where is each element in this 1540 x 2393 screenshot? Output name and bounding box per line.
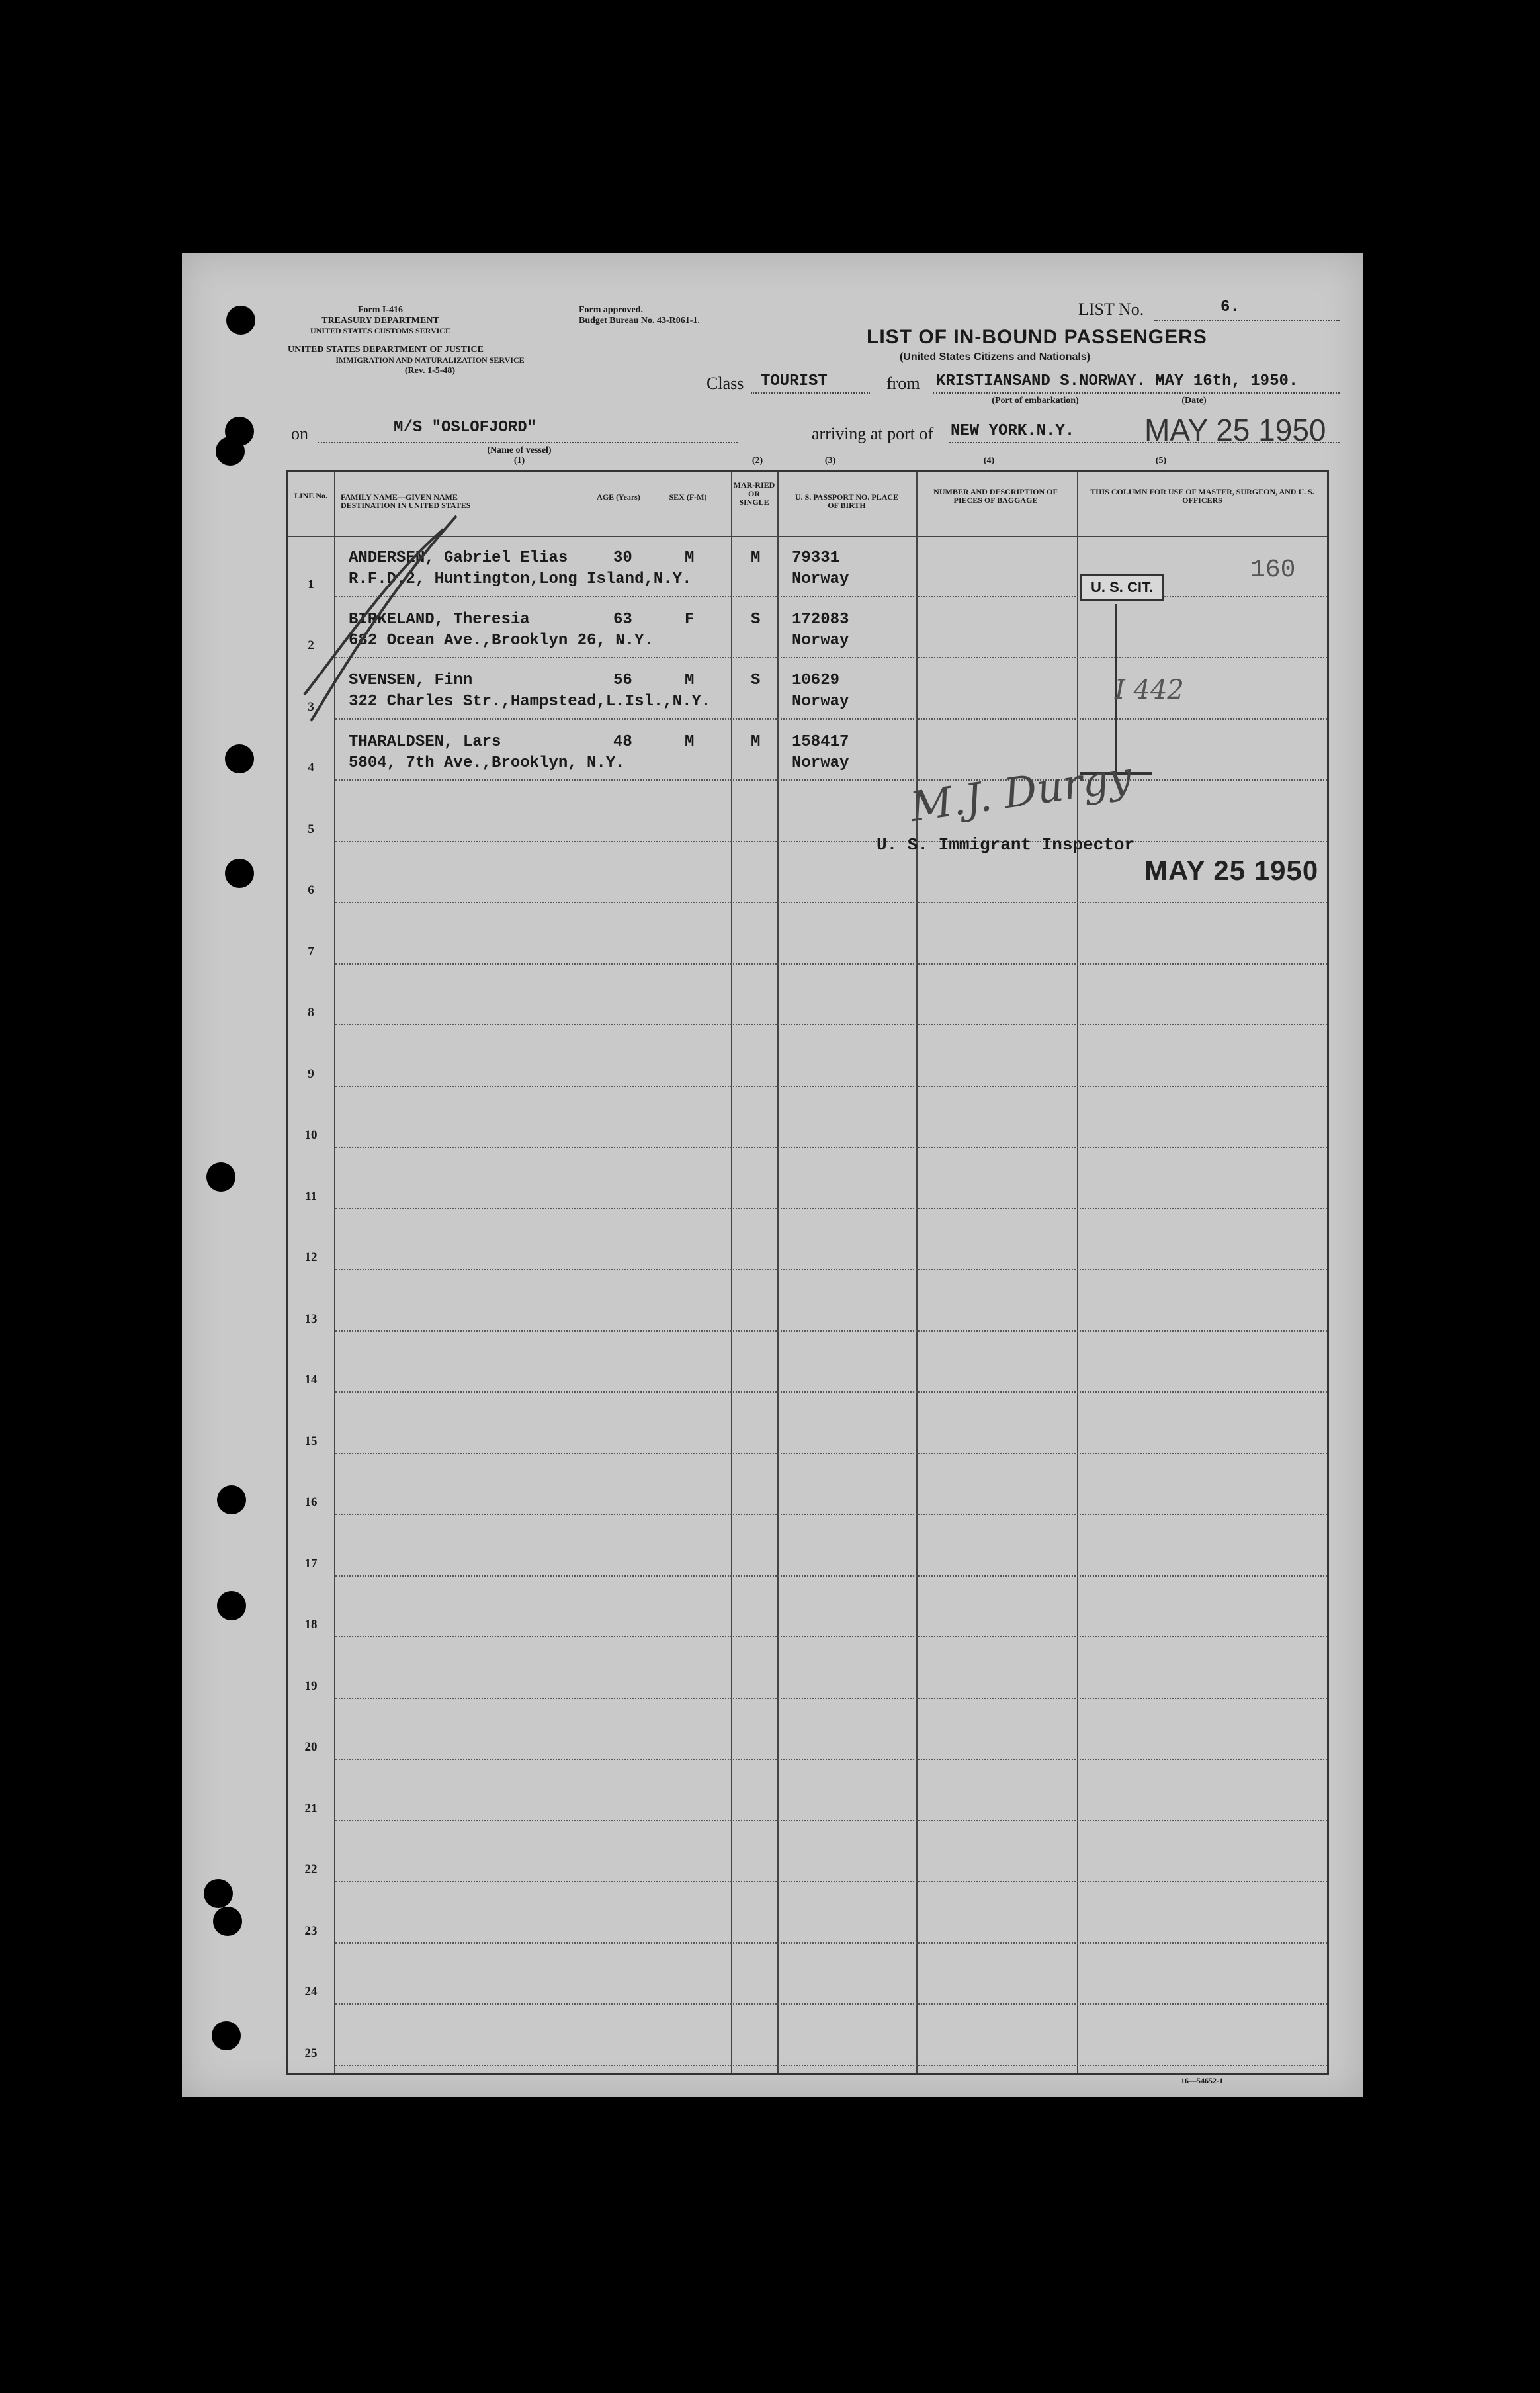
line-number: 25 [304,2046,318,2060]
from-value: KRISTIANSAND S.NORWAY. MAY 16th, 1950. [936,372,1299,390]
place-of-birth: Norway [792,570,849,588]
line-number: 21 [304,1801,318,1815]
passenger-destination: 322 Charles Str.,Hampstead,L.Isl.,N.Y. [349,693,711,711]
col-num-4: (4) [983,456,995,466]
vessel-name: M/S "OSLOFJORD" [394,419,537,437]
line-number: 22 [304,1862,318,1876]
binder-hole [206,1162,235,1192]
date-label: (Date) [1181,396,1207,406]
line-number: 11 [305,1189,317,1203]
binder-hole [226,306,255,335]
row-divider [335,1147,1327,1148]
budget-bureau: Budget Bureau No. 43-R061-1. [579,316,700,326]
port-embark-label: (Port of embarkation) [992,396,1079,406]
row-divider [335,963,1327,965]
passenger-age: 56 [613,672,632,689]
line-number: 18 [304,1618,318,1632]
row-divider [335,1881,1327,1882]
list-no-value: 6. [1220,298,1240,316]
arrival-date-stamp: MAY 25 1950 [1144,413,1326,447]
vessel-name-label: (Name of vessel) [487,445,552,455]
line-number: 9 [308,1066,314,1081]
header-line-no: LINE No. [294,491,327,500]
inspector-signature: M.J. Durgy [907,752,1135,832]
passport-number: 158417 [792,732,849,751]
passenger-sex: M [685,672,695,689]
row-divider [335,718,1327,720]
passenger-name: THARALDSEN, Lars [349,732,501,751]
inspector-title: U. S. Immigrant Inspector [877,835,1135,855]
row-divider [335,1453,1327,1454]
line-number: 12 [304,1250,318,1264]
passenger-marital-status: M [751,732,761,751]
row-divider [335,1391,1327,1393]
passenger-sex: F [685,610,695,629]
binder-hole [225,744,254,773]
line-number: 15 [304,1434,318,1448]
class-value: TOURIST [761,372,828,390]
row-divider [335,1024,1327,1025]
line-number: 7 [308,944,314,959]
header-baggage: NUMBER AND DESCRIPTION OF PIECES OF BAGGAGE [933,487,1058,505]
line-number: 1 [308,577,314,591]
passenger-sex: M [685,732,695,751]
us-cit-stamp: U. S. CIT. [1080,574,1164,601]
row-divider [335,1330,1327,1332]
row-divider [335,1698,1327,1699]
passenger-destination: 5804, 7th Ave.,Brooklyn, N.Y. [349,754,625,772]
binder-hole [213,1907,242,1936]
passenger-age: 30 [613,549,632,567]
col-num-2: (2) [751,456,763,466]
binder-hole [204,1879,233,1908]
binder-hole [225,859,254,888]
row-divider [335,1759,1327,1760]
dept-customs: UNITED STATES CUSTOMS SERVICE [310,326,450,335]
line-number: 10 [304,1128,318,1142]
inspector-date-stamp: MAY 25 1950 [1144,855,1319,886]
header-officers: THIS COLUMN FOR USE OF MASTER, SURGEON, AND U. S. OFFICERS [1090,487,1314,505]
line-number: 2 [308,638,314,652]
revision: (Rev. 1-5-48) [404,366,456,376]
line-number: 24 [304,1985,318,1999]
row-divider [335,779,1327,781]
col-num-5: (5) [1155,456,1167,466]
line-number: 8 [308,1006,314,1020]
line-number: 14 [304,1373,318,1387]
passenger-destination: 682 Ocean Ave.,Brooklyn 26, N.Y. [349,631,654,650]
passenger-marital-status: S [751,672,761,689]
row-divider [335,1269,1327,1270]
row-divider [335,1820,1327,1821]
header-married: MAR-RIED OR SINGLE [733,480,775,507]
line-number: 6 [308,883,314,897]
passenger-marital-status: S [751,610,761,629]
form-title: LIST OF IN-BOUND PASSENGERS [867,326,1207,348]
place-of-birth: Norway [792,754,849,772]
passport-number: 79331 [792,549,840,567]
col-num-3: (3) [824,456,836,466]
dept-treasury: TREASURY DEPARTMENT [321,316,439,326]
line-number: 13 [304,1311,318,1326]
form-approved: Form approved. [579,305,643,315]
header-passport: U. S. PASSPORT NO. PLACE OF BIRTH [794,492,899,510]
arrival-port: NEW YORK.N.Y. [951,422,1075,440]
line-number: 5 [308,822,314,836]
passport-number: 172083 [792,610,849,629]
binder-hole [217,1485,246,1514]
passenger-name: BIRKELAND, Theresia [349,610,530,629]
row-divider [335,657,1327,658]
row-divider [335,841,1327,842]
list-no-label: LIST No. [1078,300,1144,319]
row-divider [335,2065,1327,2066]
from-label: from [886,374,920,393]
form-subtitle: (United States Citizens and Nationals) [900,351,1091,363]
dept-ins: IMMIGRATION AND NATURALIZATION SERVICE [335,355,525,365]
binder-hole [212,2021,241,2050]
row-divider [335,1575,1327,1577]
footer-code: 16—54652-1 [1181,2076,1223,2085]
row-divider [335,2003,1327,2005]
row-divider [335,1514,1327,1515]
line-number: 4 [308,761,314,775]
row-divider [335,902,1327,903]
passenger-name: ANDERSEN, Gabriel Elias [349,549,568,567]
row-divider [335,1942,1327,1944]
line-number: 17 [304,1556,318,1571]
row-divider [335,1086,1327,1087]
row-divider [335,596,1327,597]
header-name: FAMILY NAME—GIVEN NAME DESTINATION IN UNITED STATES [341,492,471,510]
arriving-label: arriving at port of [812,424,934,443]
line-number: 23 [304,1923,318,1938]
place-of-birth: Norway [792,631,849,650]
class-label: Class [706,374,744,393]
cancel-strokes [291,503,463,734]
line-number: 16 [304,1495,318,1509]
passenger-marital-status: M [751,549,761,567]
passenger-age: 63 [613,610,632,629]
on-label: on [291,424,308,443]
header-sex: SEX (F-M) [669,492,707,501]
dept-justice: UNITED STATES DEPARTMENT OF JUSTICE [288,345,484,355]
row-divider [335,1208,1327,1209]
passenger-destination: R.F.D.2, Huntington,Long Island,N.Y. [349,570,692,588]
line-number: 3 [308,699,314,714]
passenger-sex: M [685,549,695,567]
place-of-birth: Norway [792,693,849,711]
header-age: AGE (Years) [597,492,640,501]
form-number: Form I-416 [357,305,404,315]
line-number: 20 [304,1740,318,1754]
binder-hole [216,437,245,466]
passenger-age: 48 [613,732,632,751]
binder-hole [217,1591,246,1620]
count-160: 160 [1250,556,1296,584]
col-num-1: (1) [513,456,525,466]
passenger-name: SVENSEN, Finn [349,672,473,689]
row-divider [335,1636,1327,1637]
passport-number: 10629 [792,672,840,689]
line-number: 19 [304,1678,318,1693]
ref-i442: I 442 [1115,675,1184,705]
